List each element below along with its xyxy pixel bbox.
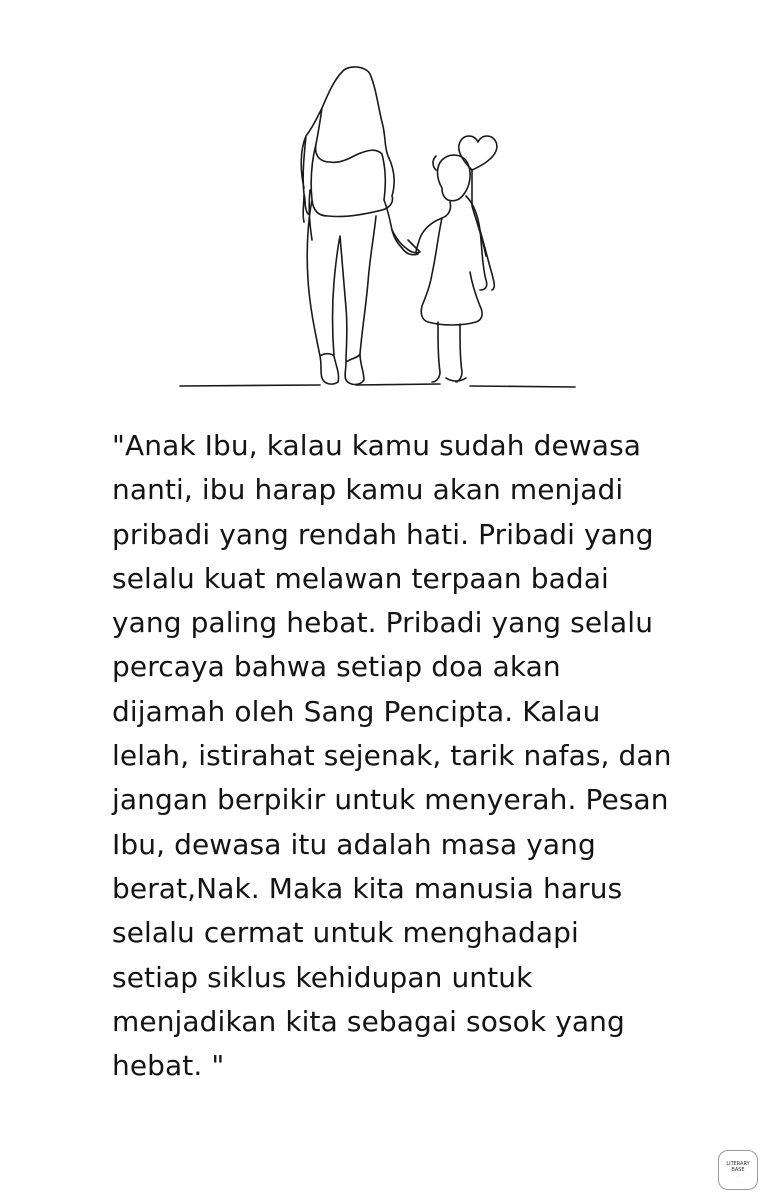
heart-balloon — [459, 136, 497, 256]
logo-tagline: · · · — [735, 1174, 741, 1178]
literary-base-logo — [718, 1150, 758, 1190]
ground-line — [180, 384, 575, 387]
logo-line-2: BASE — [731, 1167, 745, 1173]
mother-figure — [301, 67, 402, 385]
daughter-figure — [416, 155, 494, 382]
quote-text: "Anak Ibu, kalau kamu sudah dewasa nanti, ibu harap kamu akan menjadi pribadi yang rendah hati. Pribadi yang selalu kuat melawan terpaan badai yang paling hebat. Pribadi yang selalu percaya bahwa setiap doa akan dijamah oleh Sang Pencipta. Kalau lelah, istirahat sejenak, tarik nafas, dan jangan berpikir untuk menyerah. Pesan Ibu, dewasa itu adalah masa yang berat,Nak. Maka kita manusia harus selalu cermat untuk menghadapi setiap siklus kehidupan untuk menjadikan kita sebagai sosok yang hebat. " — [112, 429, 672, 1083]
mother-daughter-illustration — [170, 60, 590, 400]
logo-line-1: LITERARY — [726, 1161, 750, 1167]
